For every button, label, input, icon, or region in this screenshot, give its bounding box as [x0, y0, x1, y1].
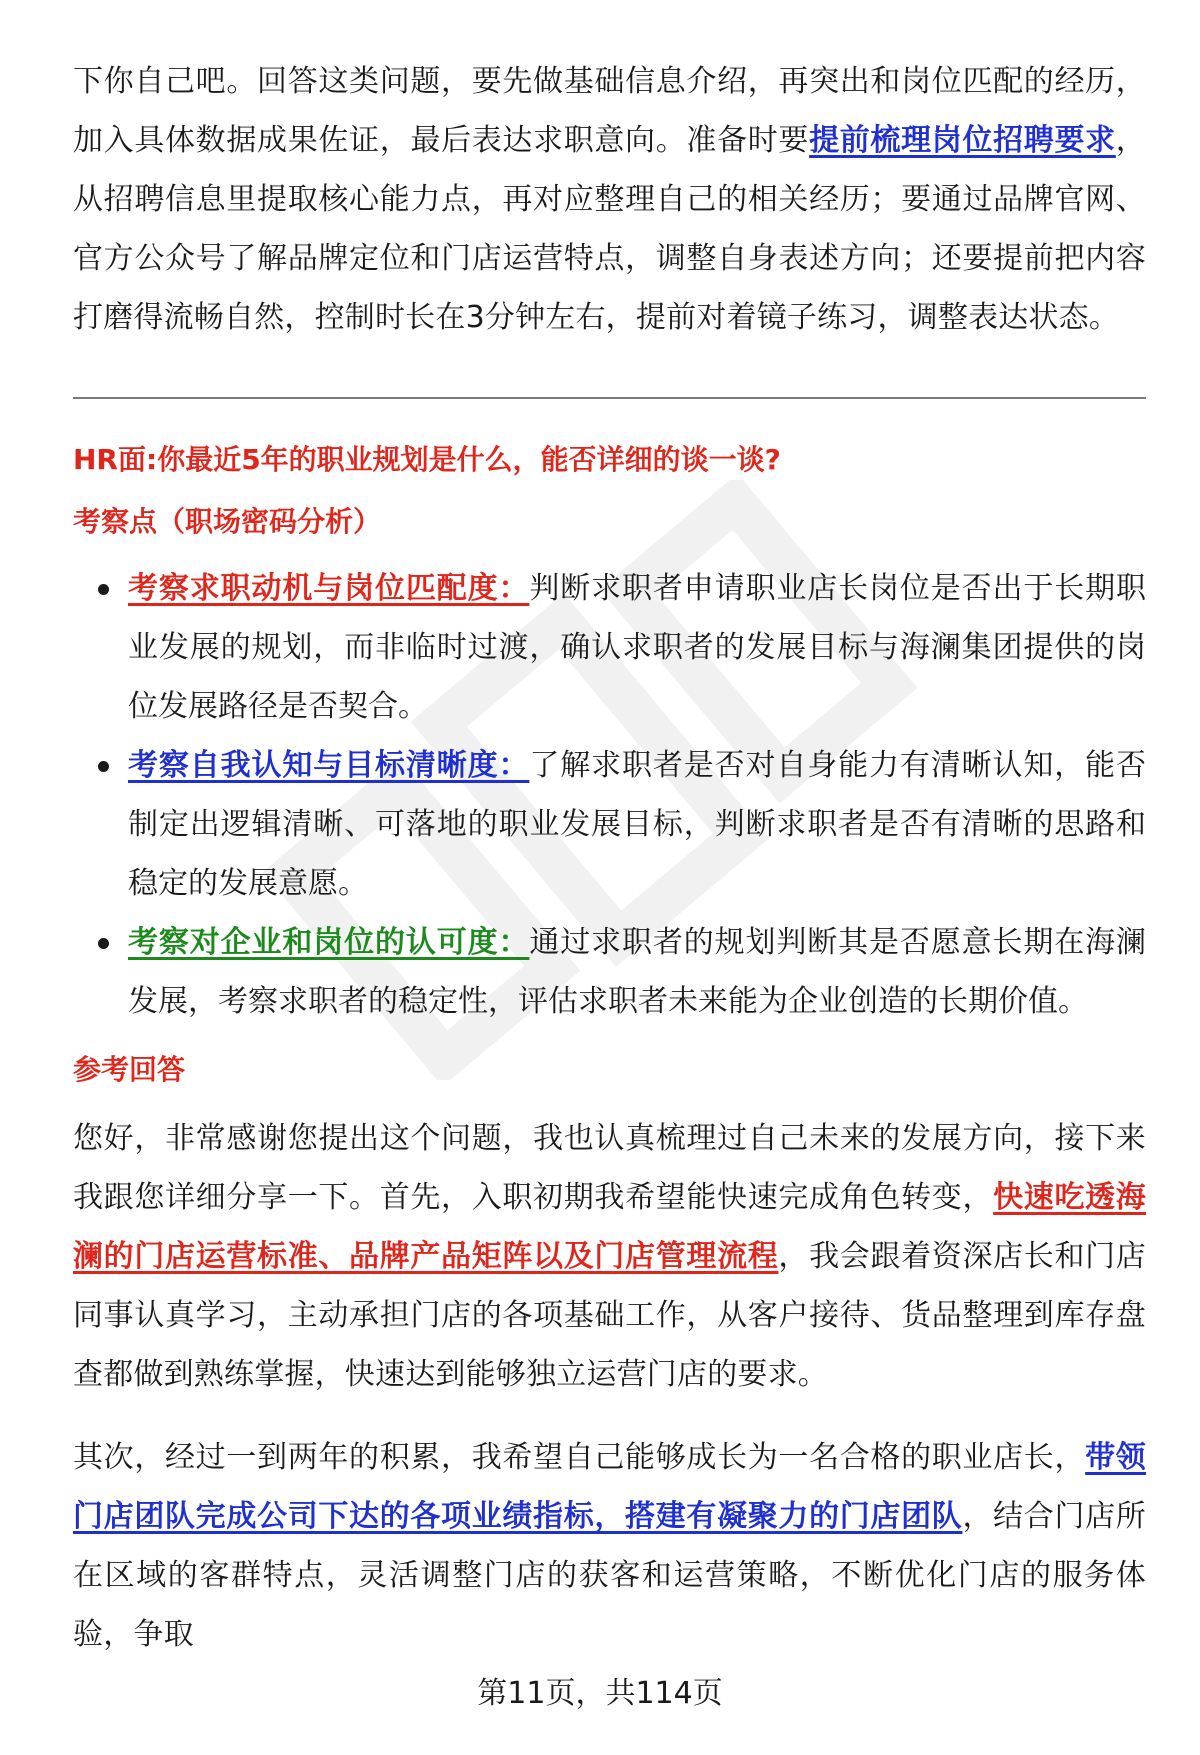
answer-heading: 参考回答 [73, 1053, 186, 1086]
list-item [73, 559, 1146, 736]
bullet-icon [98, 938, 109, 949]
bullet-icon [98, 584, 109, 595]
list-item [73, 913, 1146, 1031]
analysis-list [73, 559, 1146, 1031]
bullet-icon [98, 761, 109, 772]
answer-text: 其次，经过一到两年的积累，我希望自己能够成长为一名合格的职业店长， [73, 1440, 1086, 1475]
intro-text: 下你自己吧。回答这类问题，要先做基础信息介绍，再突出和岗位匹配的经历，加入具体数据成果佐证，最后表达求职意向。准备时要 [73, 64, 1146, 158]
intro-highlight: 提前梳理岗位招聘要求 [809, 123, 1116, 158]
list-item [73, 736, 1146, 913]
page-footer: 第11页，共114页 [477, 1676, 723, 1711]
bullet-label: 考察求职动机与岗位匹配度： [128, 571, 530, 606]
answer-highlight: 带领门店团队完成公司下达的各项业绩指标，搭建有凝聚力的门店团队 [73, 1440, 1146, 1534]
bullet-label: 考察对企业和岗位的认可度： [128, 925, 530, 960]
bullet-text: 通过求职者的规划判断其是否愿意长期在海澜发展，考察求职者的稳定性，评估求职者未来能为企业创造的长期价值。 [128, 925, 1146, 1019]
section-divider [73, 397, 1146, 399]
answer-paragraph-2 [73, 1428, 1146, 1664]
answer-text: ，结合门店所在区域的客群特点，灵活调整门店的获客和运营策略，不断优化门店的服务体验，争取 [73, 1499, 1146, 1652]
bullet-label: 考察自我认知与目标清晰度： [128, 748, 530, 783]
answer-text: 您好，非常感谢您提出这个问题，我也认真梳理过自己未来的发展方向，接下来我跟您详细分享一下。首先，入职初期我希望能快速完成角色转变， [73, 1121, 1146, 1215]
intro-paragraph [73, 52, 1146, 347]
answer-paragraph-1 [73, 1109, 1146, 1404]
question-heading: HR面:你最近5年的职业规划是什么，能否详细的谈一谈? [73, 443, 781, 476]
answer-highlight: 快速吃透海澜的门店运营标准、品牌产品矩阵以及门店管理流程 [73, 1180, 1147, 1274]
bullet-text: 了解求职者是否对自身能力有清晰认知，能否制定出逻辑清晰、可落地的职业发展目标，判断求职者是否有清晰的思路和稳定的发展意愿。 [128, 748, 1146, 901]
answer-text: ，我会跟着资深店长和门店同事认真学习，主动承担门店的各项基础工作，从客户接待、货品整理到库存盘查都做到熟练掌握，快速达到能够独立运营门店的要求。 [73, 1239, 1146, 1392]
analysis-heading: 考察点（职场密码分析） [73, 505, 382, 538]
document-content [73, 52, 1146, 1664]
bullet-text: 判断求职者申请职业店长岗位是否出于长期职业发展的规划，而非临时过渡，确认求职者的发展目标与海澜集团提供的岗位发展路径是否契合。 [128, 571, 1146, 724]
intro-rest: ，从招聘信息里提取核心能力点，再对应整理自己的相关经历；要通过品牌官网、官方公众号了解品牌定位和门店运营特点，调整自身表述方向；还要提前把内容打磨得流畅自然，控制时长在3分钟左右，提前对着镜子练习，调整表达状态。 [73, 123, 1146, 335]
